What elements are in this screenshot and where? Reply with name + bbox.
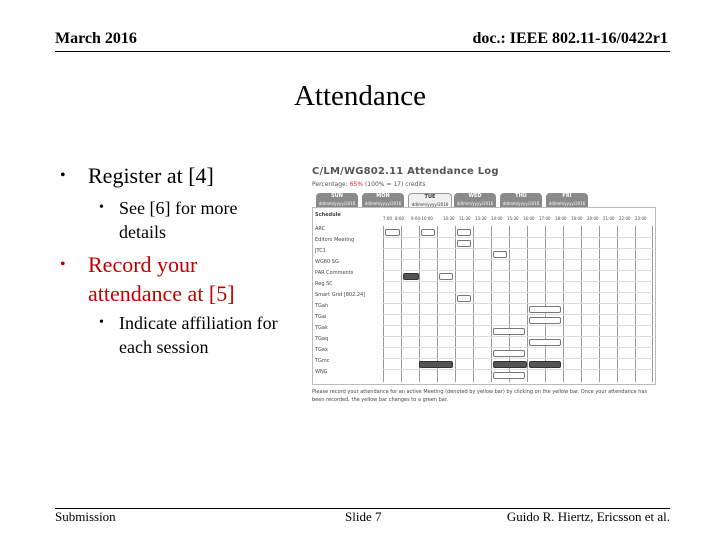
bullet-dot: • <box>99 315 104 330</box>
tab-wed[interactable]: WED dd/mm/yyyy/2016 <box>454 193 496 207</box>
time-label: 21:00 <box>603 216 615 221</box>
session-bar[interactable] <box>493 251 507 258</box>
bullet-record <box>60 250 288 308</box>
bullet-dot: • <box>99 200 104 215</box>
row-label: WNG <box>315 369 328 375</box>
time-label: 22:00 <box>619 216 631 221</box>
row-label: PAR Comments <box>315 270 354 276</box>
bullet-register-text: Register at [4] <box>88 163 214 188</box>
time-label: 20:00 <box>587 216 599 221</box>
session-bar[interactable] <box>493 372 525 379</box>
grid-row-line <box>383 303 653 304</box>
grid-row-line <box>383 270 653 271</box>
row-label: WG60 SG <box>315 259 339 265</box>
row-label: TGax <box>315 347 328 353</box>
tab-mon[interactable]: MON dd/mm/yyyy/2016 <box>362 193 404 207</box>
grid-row-line <box>383 347 653 348</box>
bullet-affiliation-text: Indicate affiliation for each session <box>119 313 278 357</box>
grid-row-line <box>383 314 653 315</box>
session-bar[interactable] <box>421 229 435 236</box>
session-bar[interactable] <box>457 295 471 302</box>
time-label: 13:30 <box>475 216 487 221</box>
session-bar[interactable] <box>457 240 471 247</box>
row-label: ARC <box>315 226 326 232</box>
row-label: TGai <box>315 314 327 320</box>
bullet-record-text: Record your attendance at [5] <box>88 252 235 306</box>
session-bar-attended[interactable] <box>403 273 419 280</box>
time-label: 16:00 <box>523 216 535 221</box>
grid-row-line <box>383 259 653 260</box>
schedule-label: Schedule <box>315 212 341 218</box>
grid-row-line <box>383 369 653 370</box>
grid-row-line <box>383 237 653 238</box>
time-label: 8:00 <box>395 216 404 221</box>
row-label: JTC1 <box>315 248 326 254</box>
bullet-register <box>60 161 288 190</box>
schedule-panel <box>312 207 656 385</box>
session-bar-attended[interactable] <box>529 361 561 368</box>
session-bar-attended[interactable] <box>493 361 527 368</box>
slide-title: Attendance <box>293 80 427 112</box>
percentage-value: 65% <box>349 181 364 188</box>
grid-row-line <box>383 292 653 293</box>
time-label: 17:00 <box>539 216 551 221</box>
footer-authors: Guido R. Hiertz, Ericsson et al. <box>506 509 670 524</box>
tab-sun[interactable]: SUN dd/mm/yyyy/2016 <box>316 193 358 207</box>
row-label: Reg SC <box>315 281 333 287</box>
credits-line <box>312 181 425 188</box>
row-label: TGak <box>315 325 328 331</box>
session-bar-attended[interactable] <box>419 361 453 368</box>
tab-thu[interactable]: THU dd/mm/yyyy/2016 <box>500 193 542 207</box>
time-label: 18:00 <box>555 216 567 221</box>
attendance-log-screenshot <box>306 160 658 415</box>
footer-submission: Submission <box>55 509 116 524</box>
grid-row-line <box>383 325 653 326</box>
time-label: 9:00-10:00 <box>411 216 433 221</box>
percentage-label: Percentage: <box>312 181 348 188</box>
session-bar[interactable] <box>529 306 561 313</box>
bullet-affiliation <box>99 311 289 359</box>
footer-slide-number: Slide 7 <box>345 509 382 524</box>
time-label: 15:30 <box>507 216 519 221</box>
row-label: TGmc <box>315 358 330 364</box>
attendance-note: Please record your attendance for an active Meeting (denoted by yellow bar) by clicking on the yellow bar. Once your attendance has been recorded, the yellow bar changes to a green bar. <box>312 389 648 403</box>
time-label: 19:00 <box>571 216 583 221</box>
row-label: TGah <box>315 303 329 309</box>
tab-tue[interactable]: TUE dd/mm/yyyy/2016 <box>408 193 452 208</box>
attendance-log-title: C/LM/WG802.11 Attendance Log <box>312 166 499 177</box>
session-bar[interactable] <box>529 317 561 324</box>
time-label: 10:30 <box>443 216 455 221</box>
bullet-see-text: See [6] for more details <box>119 198 238 242</box>
header-rule <box>55 51 670 52</box>
session-bar[interactable] <box>493 350 525 357</box>
session-bar[interactable] <box>493 328 525 335</box>
percentage-rest: (100% = 17) credits <box>364 181 426 188</box>
grid-row-line <box>383 336 653 337</box>
time-label: 11:30 <box>459 216 471 221</box>
bullet-dot: • <box>60 167 66 184</box>
time-label: 23:00 <box>635 216 647 221</box>
tab-fri[interactable]: FRI dd/mm/yyyy/2016 <box>546 193 588 207</box>
session-bar[interactable] <box>439 273 453 280</box>
session-bar[interactable] <box>529 339 561 346</box>
header-doc-id: doc.: IEEE 802.11-16/0422r1 <box>472 30 668 47</box>
bullet-dot: • <box>60 256 66 273</box>
row-label: Editors Meeting <box>315 237 355 243</box>
grid-row-line <box>383 248 653 249</box>
header-date: March 2016 <box>55 30 137 47</box>
session-bar[interactable] <box>385 229 400 236</box>
bullet-see <box>99 196 279 244</box>
session-bar[interactable] <box>457 229 471 236</box>
day-tabs <box>316 193 654 207</box>
grid-row-line <box>383 358 653 359</box>
schedule-grid <box>383 216 653 382</box>
time-label: 7:00 <box>383 216 392 221</box>
time-label: 14:00 <box>491 216 503 221</box>
row-label: TGaq <box>315 336 329 342</box>
row-label: Smart Grid [802.24] <box>315 292 366 298</box>
grid-row-line <box>383 281 653 282</box>
